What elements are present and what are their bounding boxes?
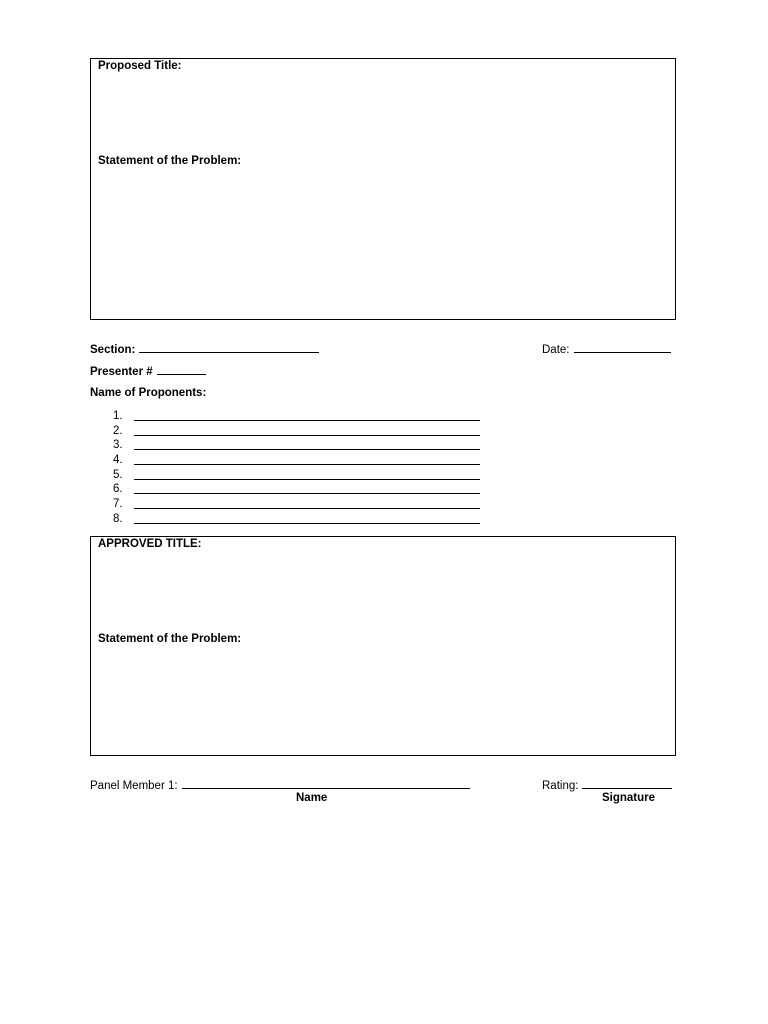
panel-member-label: Panel Member 1:	[90, 780, 178, 792]
date-label: Date:	[542, 344, 570, 356]
rating-label: Rating:	[542, 780, 579, 792]
date-field[interactable]	[542, 342, 671, 356]
presenter-label: Presenter #	[90, 366, 153, 378]
name-caption: Name	[296, 792, 328, 804]
presenter-field[interactable]	[90, 364, 206, 378]
panel-member-field[interactable]	[90, 778, 470, 792]
approved-title-label: APPROVED TITLE:	[98, 538, 202, 550]
section-label: Section:	[90, 344, 136, 356]
rating-field[interactable]	[542, 778, 672, 792]
signature-caption: Signature	[602, 792, 656, 804]
section-blank[interactable]	[139, 342, 319, 353]
section-field[interactable]	[90, 342, 319, 356]
statement-of-problem-label: Statement of the Problem:	[98, 633, 242, 645]
approved-title-box	[90, 536, 676, 756]
date-blank[interactable]	[574, 342, 671, 353]
panel-member-blank[interactable]	[182, 778, 470, 789]
proponents-heading: Name of Proponents:	[90, 387, 207, 399]
proposed-title-label: Proposed Title:	[98, 60, 182, 72]
presenter-blank[interactable]	[157, 364, 206, 375]
proposed-title-box	[90, 58, 676, 320]
statement-of-problem-label: Statement of the Problem:	[98, 155, 242, 167]
rating-blank[interactable]	[582, 778, 672, 789]
